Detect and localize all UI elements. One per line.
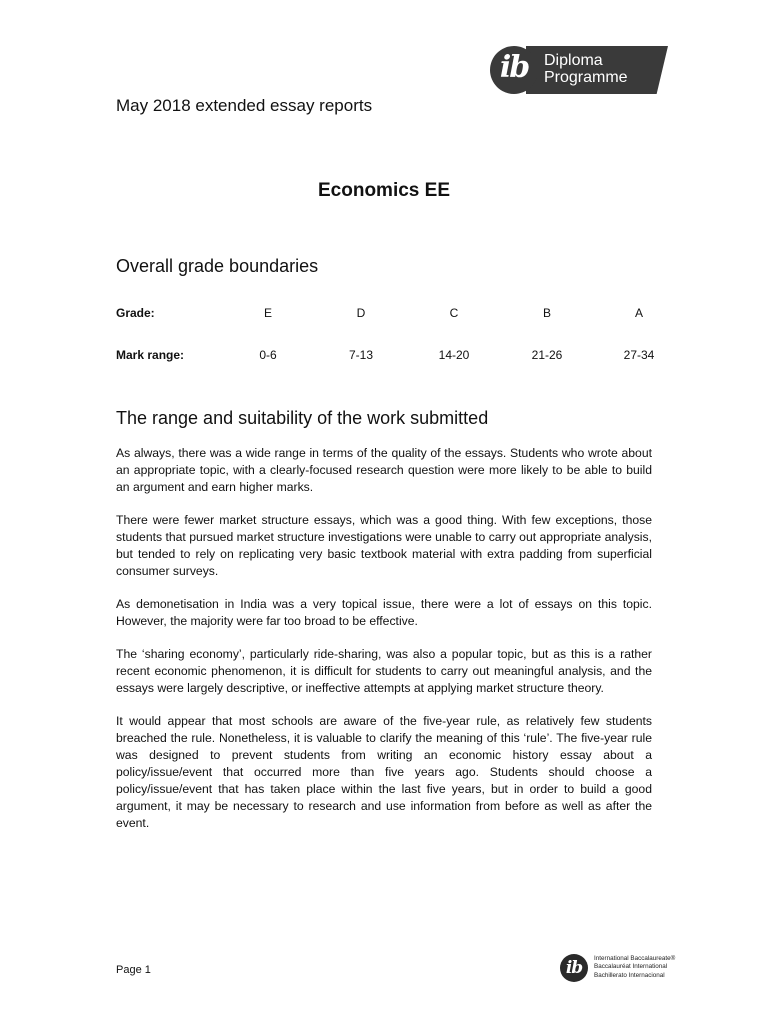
paragraph: There were fewer market structure essays, which was a good thing. With few exceptions, those students that pursued market structure investigations were unable to carry out appropriate analysis, but tended to rely on replicating very basic textbook material with extra padding from superficial consumer surveys. xyxy=(116,513,652,578)
grade-cell: E xyxy=(263,306,272,320)
grade-cell: D xyxy=(356,306,366,320)
grade-cell: C xyxy=(449,306,459,320)
page-number: Page 1 xyxy=(116,964,151,976)
paragraph: As demonetisation in India was a very topical issue, there were a lot of essays on this topic. However, the majority were far too broad to be effective. xyxy=(116,597,652,628)
paragraph: It would appear that most schools are aware of the five-year rule, as relatively few students breached the rule. Nonetheless, it is valuable to clarify the meaning of this ‘rule’. The five-year rule was designed to prevent students from writing an economic history essay about a policy/issue/event that occurred more than five years ago. Students should choose a policy/issue/event that has taken place within the last five years, but in order to build a good argument, it may be necessary to research and use information from before as well as after the event. xyxy=(116,714,652,830)
org-name-es: Bachillerato Internacional xyxy=(594,971,665,979)
range-suitability-heading: The range and suitability of the work submitted xyxy=(116,408,489,428)
paragraph: As always, there was a wide range in terms of the quality of the essays. Students who wrote about an appropriate topic, with a clearly-focused research question were more likely to be able to build an argument and earn higher marks. xyxy=(116,446,652,494)
report-title: May 2018 extended essay reports xyxy=(116,96,373,115)
report-body xyxy=(116,445,652,848)
mark-range-label: Mark range: xyxy=(116,348,185,362)
logo-line-2: Programme xyxy=(544,69,628,86)
page-title: Economics EE xyxy=(318,180,450,201)
grade-cell: B xyxy=(542,306,551,320)
grade-cell: A xyxy=(634,306,643,320)
grade-row xyxy=(116,306,676,326)
grade-label: Grade: xyxy=(116,306,155,320)
paragraph: The ‘sharing economy’, particularly ride-sharing, was also a popular topic, but as this is a rather recent economic phenomenon, it is difficult for students to carry out meaningful analysis, and the essays were largely descriptive, or ineffective attempts at applying market structure theory. xyxy=(116,647,652,695)
logo-line-1: Diploma xyxy=(544,52,603,69)
org-name-fr: Baccalauréat International xyxy=(594,963,668,971)
mark-range-cell: 21-26 xyxy=(531,348,563,362)
ib-diploma-logo xyxy=(490,46,668,94)
mark-range-row xyxy=(116,348,676,368)
mark-range-cell: 7-13 xyxy=(348,348,374,362)
ib-footer-logo xyxy=(560,954,676,982)
grade-boundaries-heading: Overall grade boundaries xyxy=(116,256,319,276)
footer-org-names xyxy=(594,955,674,980)
mark-range-cell: 14-20 xyxy=(438,348,470,362)
footer-ib-mark: ib xyxy=(565,958,583,978)
mark-range-cell: 27-34 xyxy=(623,348,655,362)
org-name-en: International Baccalaureate® xyxy=(594,955,676,962)
mark-range-cell: 0-6 xyxy=(259,348,277,362)
ib-mark-text: ib xyxy=(499,50,529,85)
